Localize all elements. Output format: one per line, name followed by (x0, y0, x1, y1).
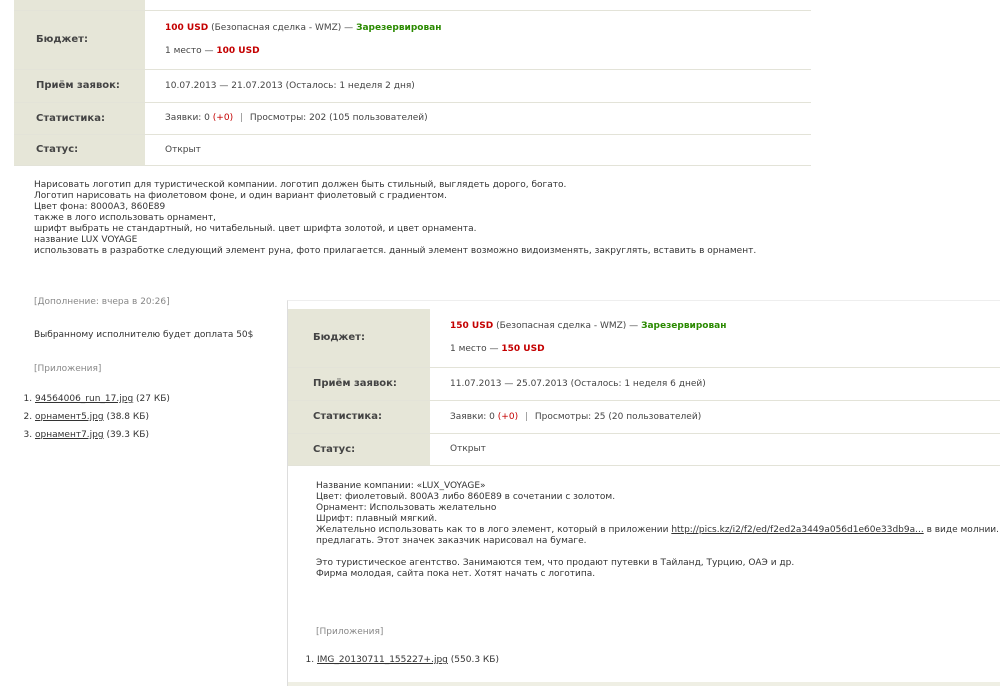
attachments-header: [Приложения] (316, 627, 384, 637)
project-description (34, 180, 756, 257)
description-line: Логотип нарисовать на фиолетовом фоне, и один вариант фиолетовый с градиентом. (34, 191, 447, 201)
attachment-item (35, 390, 170, 408)
place-text: 1 место — (165, 46, 214, 56)
intake-value: 11.07.2013 — 25.07.2013 (Осталось: 1 неделя 6 дней) (430, 367, 1000, 400)
external-link[interactable]: http://pics.kz/i2/f2/ed/f2ed2a3449a056d1e60e33db9a... (671, 525, 924, 535)
stats-value (430, 400, 1000, 433)
stats-delta: (+0) (497, 411, 519, 422)
status-value: Открыт (145, 134, 811, 165)
panel-footer-divider (288, 682, 1000, 686)
attachments-list (296, 651, 499, 669)
stats-delta: (+0) (212, 113, 234, 123)
stats-views: Просмотры: 202 (105 пользователей) (249, 113, 428, 123)
budget-amount: 150 USD (450, 321, 494, 332)
description-line: Цвет фона: 8000A3, 860E89 (34, 202, 166, 212)
description-line: название LUX VOYAGE (34, 235, 138, 245)
table-row-stats (14, 102, 811, 134)
attachment-item (35, 408, 170, 426)
stats-apps: Заявки: 0 (450, 411, 495, 422)
description-line: Это туристическое агентство. Занимаются тем, что продают путевки в Тайланд, Турцию, ОАЭ и др. (316, 558, 795, 568)
intake-value: 10.07.2013 — 21.07.2013 (Осталось: 1 неделя 2 дня) (145, 69, 811, 102)
attachment-item (317, 651, 499, 669)
attachment-link[interactable]: орнамент7.jpg (35, 430, 104, 440)
stats-label: Статистика: (288, 400, 430, 433)
description-line: Цвет: фиолетовый. 800A3 либо 860E89 в сочетании с золотом. (316, 492, 616, 502)
place-text: 1 место — (450, 344, 499, 355)
table-row-status (14, 134, 811, 165)
budget-deal: (Безопасная сделка - WMZ) — (211, 23, 354, 33)
stats-label: Статистика: (14, 102, 145, 134)
status-label: Статус: (14, 134, 145, 165)
intake-label: Приём заявок: (288, 367, 430, 400)
table-row-budget (14, 10, 811, 69)
addition-text: Выбранному исполнителю будет доплата 50$ (34, 330, 254, 340)
budget-deal: (Безопасная сделка - WMZ) — (496, 321, 639, 332)
table-row-intake (14, 69, 811, 102)
project-info-table (288, 309, 1000, 466)
description-line: предлагать. Этот значек заказчик нарисовал на бумаге. (316, 536, 587, 546)
description-line: использовать в разработке следующий элемент руна, фото прилагается. данный элемент возможно видоизменять, закруглять, вставить в орнамент. (34, 246, 757, 256)
addition-header: [Дополнение: вчера в 20:26] (34, 297, 170, 307)
attachment-link[interactable]: IMG_20130711_155227+.jpg (317, 655, 448, 665)
budget-status: Зарезервирован (356, 23, 442, 33)
attachment-link[interactable]: 94564006_run_17.jpg (35, 394, 134, 404)
description-line: Желательно использовать как то в лого элемент, который в приложении http://pics.kz/i2/f2/ed/f2ed2a3449a056d1e60e33db9a... в виде молнии. (316, 525, 1000, 535)
budget-status: Зарезервирован (641, 321, 727, 332)
description-line: также в лого использовать орнамент, (34, 213, 216, 223)
attachment-size: (39.3 КБ) (106, 430, 149, 440)
attachments-list (14, 390, 170, 444)
budget-value (145, 10, 811, 69)
stats-value (145, 102, 811, 134)
attachment-item (35, 426, 170, 444)
budget-label: Бюджет: (288, 309, 430, 367)
stats-separator: | (524, 411, 529, 422)
stats-separator: | (239, 113, 244, 123)
attachment-size: (38.8 КБ) (106, 412, 149, 422)
attachment-size: (27 КБ) (136, 394, 170, 404)
budget-label: Бюджет: (14, 10, 145, 69)
project-description (316, 481, 999, 580)
place-amount: 150 USD (501, 344, 545, 355)
budget-amount: 100 USD (165, 23, 209, 33)
project-info-table (14, 0, 811, 166)
status-label: Статус: (288, 433, 430, 465)
description-line: Нарисовать логотип для туристической компании. логотип должен быть стильный, выглядеть дорого, богато. (34, 180, 567, 190)
description-line: Название компании: «LUX_VOYAGE» (316, 481, 486, 491)
attachment-link[interactable]: орнамент5.jpg (35, 412, 104, 422)
description-line: Шрифт: плавный мягкий. (316, 514, 438, 524)
intake-label: Приём заявок: (14, 69, 145, 102)
stats-views: Просмотры: 25 (20 пользователей) (534, 411, 702, 422)
table-row-budget (288, 309, 1000, 367)
table-row-stats (288, 400, 1000, 433)
table-row-status (288, 433, 1000, 465)
status-value: Открыт (430, 433, 1000, 465)
description-line: Орнамент: Использовать желательно (316, 503, 497, 513)
description-line: шрифт выбрать не стандартный, но читабельный. цвет шрифта золотой, и цвет орнамента. (34, 224, 477, 234)
budget-value (430, 309, 1000, 367)
description-line: Фирма молодая, сайта пока нет. Хотят начать с логотипа. (316, 569, 596, 579)
attachments-header: [Приложения] (34, 364, 102, 374)
table-row-top (14, 0, 811, 10)
attachment-size: (550.3 КБ) (450, 655, 499, 665)
stats-apps: Заявки: 0 (165, 113, 210, 123)
table-row-intake (288, 367, 1000, 400)
place-amount: 100 USD (216, 46, 260, 56)
second-project-panel (287, 300, 1000, 686)
